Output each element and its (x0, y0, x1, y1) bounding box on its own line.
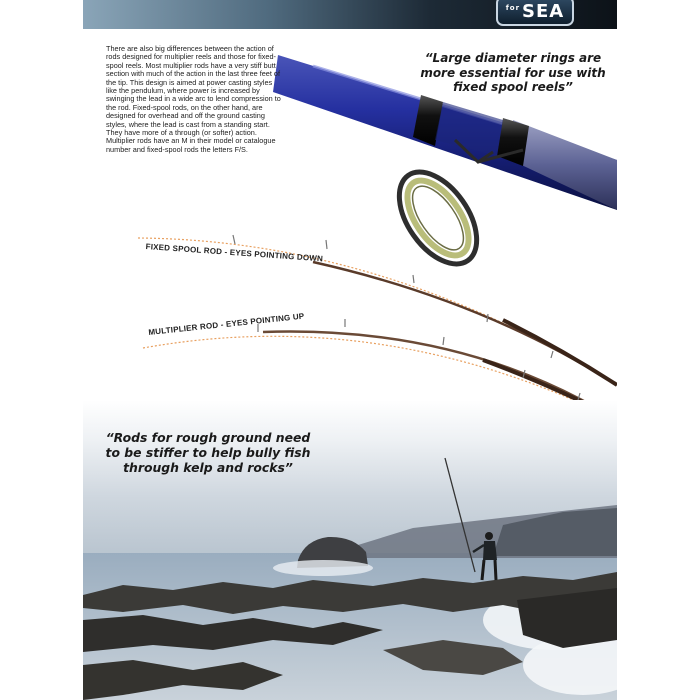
label-multiplier-rod: MULTIPLIER ROD - EYES POINTING UP (148, 311, 305, 337)
pull-quote-rough-ground: “Rods for rough ground need to be stiffer to help bully fish through kelp and rocks” (105, 430, 311, 475)
magazine-page (83, 0, 617, 700)
fixed-spool-rod (138, 235, 617, 385)
pull-quote-rings: “Large diameter rings are more essential for use with fixed spool reels” (420, 51, 606, 94)
logo-text: SEA (522, 0, 565, 22)
sea-logo (496, 0, 574, 26)
label-fixed-spool-rod: FIXED SPOOL ROD - EYES POINTING DOWN (145, 242, 324, 264)
article-body: There are also big differences between the action of rods designed for multiplier reels and those for fixed-spool reels. Most multiplier rods have a very stiff butt section with much of the action in the last three feet of the tip. This design is aimed at power casting styles like the pendulum, where power is increased by swinging the lead in a wide arc to lend compression to the rod. Fixed-spool rods, on the other hand, are designed for overhead and off the ground casting styles, where the lead is cast from a standing start. They have more of a through (or softer) action. Multiplier rods have an M in their model or catalogue number and fixed-spool rods the letters F/S. (106, 44, 281, 154)
logo-small-text: for (505, 4, 521, 12)
